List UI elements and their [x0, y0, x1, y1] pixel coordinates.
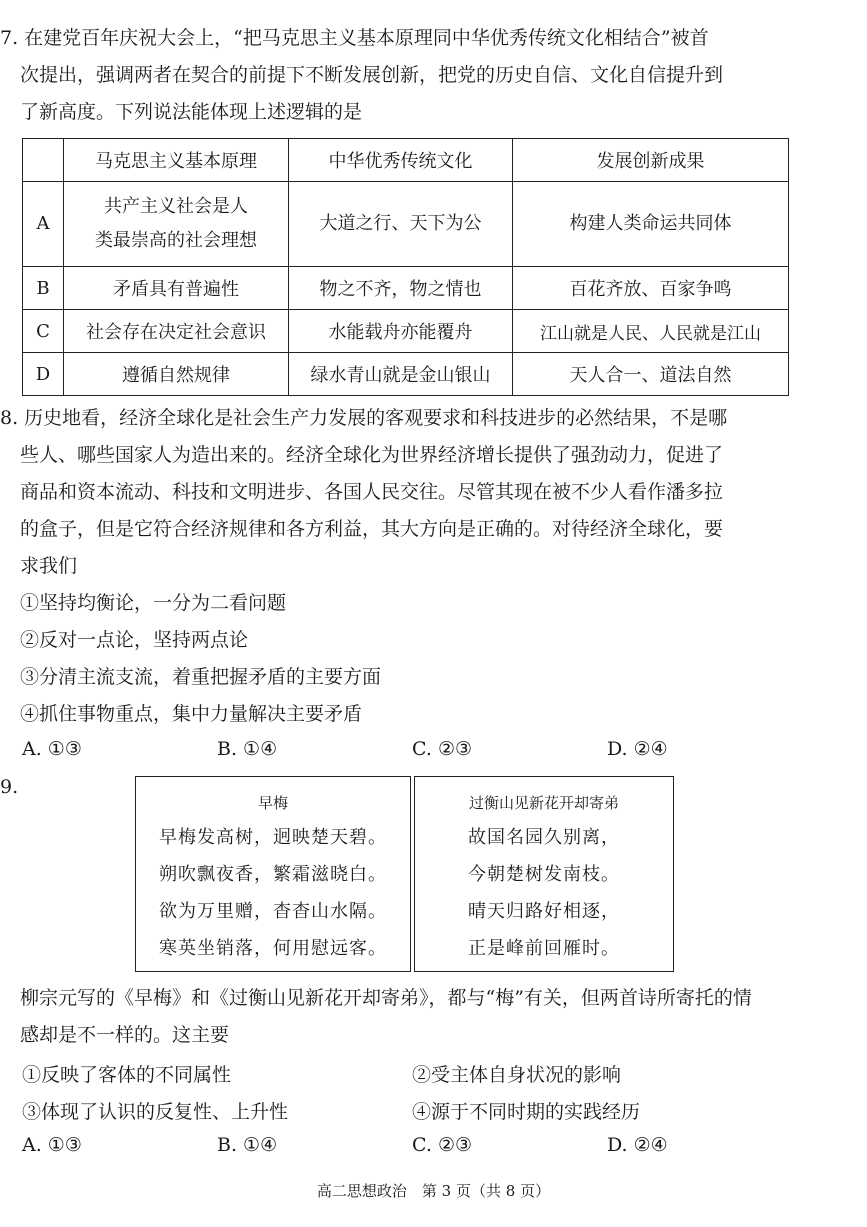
question-7-line-1: 7. 在建党百年庆祝大会上，“把马克思主义基本原理同中华优秀传统文化相结合”被首: [0, 27, 709, 49]
question-8-line-5: 求我们: [20, 555, 78, 577]
table-cell: 大道之行、天下为公: [289, 182, 513, 267]
option-label: C: [23, 310, 64, 353]
statement-1: ①坚持均衡论，一分为二看问题: [20, 592, 287, 614]
table-cell: 构建人类命运共同体: [513, 182, 789, 267]
table-row: [23, 310, 789, 353]
table-header-cell: 发展创新成果: [513, 139, 789, 182]
poem-line: 朔吹飘夜香，繁霜滋晓白。: [159, 864, 387, 885]
table-cell: 矛盾具有普遍性: [64, 267, 289, 310]
statement-1: ①反映了客体的不同属性: [22, 1064, 232, 1086]
table-header-row: [23, 139, 789, 182]
table-cell: 江山就是人民、人民就是江山: [513, 310, 789, 353]
table-cell: 百花齐放、百家争鸣: [513, 267, 789, 310]
poem-line: 今朝楚树发南枝。: [468, 864, 620, 885]
table-cell: 天人合一、道法自然: [513, 353, 789, 396]
choice-d[interactable]: D. ②④: [607, 1134, 668, 1156]
question-7: [0, 20, 800, 131]
option-label: A: [23, 182, 64, 267]
statement-3: ③体现了认识的反复性、上升性: [22, 1101, 289, 1123]
statement-2: ②反对一点论，坚持两点论: [20, 629, 249, 651]
poem-line: 寒英坐销落，何用慰远客。: [159, 938, 387, 959]
table-cell: 遵循自然规律: [64, 353, 289, 396]
poem-line: 早梅发高树，迥映楚天碧。: [159, 827, 387, 848]
poem-early-plum: [135, 776, 411, 972]
choice-b[interactable]: B. ①④: [217, 738, 278, 760]
option-label: D: [23, 353, 64, 396]
poem-line: 欲为万里赠，杳杳山水隔。: [159, 901, 387, 922]
choice-b[interactable]: B. ①④: [217, 1134, 278, 1156]
table-cell-line: 共产主义社会是人: [104, 196, 248, 217]
question-8-line-4: 的盒子，但是它符合经济规律和各方利益，其大方向是正确的。对待经济全球化，要: [20, 518, 724, 540]
question-8-line-1: 8. 历史地看，经济全球化是社会生产力发展的客观要求和科技进步的必然结果，不是哪: [0, 407, 728, 429]
question-9-line-1: 柳宗元写的《早梅》和《过衡山见新花开却寄弟》，都与“梅”有关，但两首诗所寄托的情: [20, 987, 752, 1009]
question-9-line-2: 感却是不一样的。这主要: [20, 1024, 230, 1046]
table-cell: 物之不齐，物之情也: [289, 267, 513, 310]
table-row: [23, 353, 789, 396]
table-header-cell: 马克思主义基本原理: [64, 139, 289, 182]
question-9-number: 9.: [0, 776, 19, 798]
table-cell: [64, 182, 289, 267]
choice-c[interactable]: C. ②③: [412, 1134, 473, 1156]
choice-d[interactable]: D. ②④: [607, 738, 668, 760]
table-header-cell: [23, 139, 64, 182]
table-row: [23, 267, 789, 310]
choice-c[interactable]: C. ②③: [412, 738, 473, 760]
table-cell: 水能载舟亦能覆舟: [289, 310, 513, 353]
poem-title: 早梅: [257, 794, 288, 812]
question-8-line-3: 商品和资本流动、科技和文明进步、各国人民交往。尽管其现在被不少人看作潘多拉: [20, 481, 724, 503]
poem-line: 故国名园久别离，: [468, 827, 620, 848]
poem-hengshan: [414, 776, 674, 972]
question-7-line-3: 了新高度。下列说法能体现上述逻辑的是: [20, 101, 363, 123]
question-8-line-2: 些人、哪些国家人为造出来的。经济全球化为世界经济增长提供了强劲动力，促进了: [20, 444, 724, 466]
page-footer: 高二思想政治 第 3 页（共 8 页）: [316, 1182, 551, 1200]
table-cell: 社会存在决定社会意识: [64, 310, 289, 353]
question-9: [0, 980, 800, 1054]
statement-2: ②受主体自身状况的影响: [412, 1064, 622, 1086]
poem-line: 晴天归路好相逐，: [468, 901, 620, 922]
question-7-line-2: 次提出，强调两者在契合的前提下不断发展创新，把党的历史自信、文化自信提升到: [20, 64, 724, 86]
choice-a[interactable]: A. ①③: [22, 738, 82, 760]
table-header-cell: 中华优秀传统文化: [289, 139, 513, 182]
statement-4: ④源于不同时期的实践经历: [412, 1101, 641, 1123]
table-cell: 绿水青山就是金山银山: [289, 353, 513, 396]
poem-title: 过衡山见新花开却寄弟: [468, 794, 619, 812]
table-row: [23, 182, 789, 267]
statement-4: ④抓住事物重点，集中力量解决主要矛盾: [20, 703, 363, 725]
choice-a[interactable]: A. ①③: [22, 1134, 82, 1156]
question-7-table: [22, 138, 789, 396]
table-cell-line: 类最崇高的社会理想: [95, 230, 257, 251]
statement-3: ③分清主流支流，着重把握矛盾的主要方面: [20, 666, 382, 688]
poem-line: 正是峰前回雁时。: [468, 938, 620, 959]
question-8: [0, 400, 800, 733]
option-label: B: [23, 267, 64, 310]
